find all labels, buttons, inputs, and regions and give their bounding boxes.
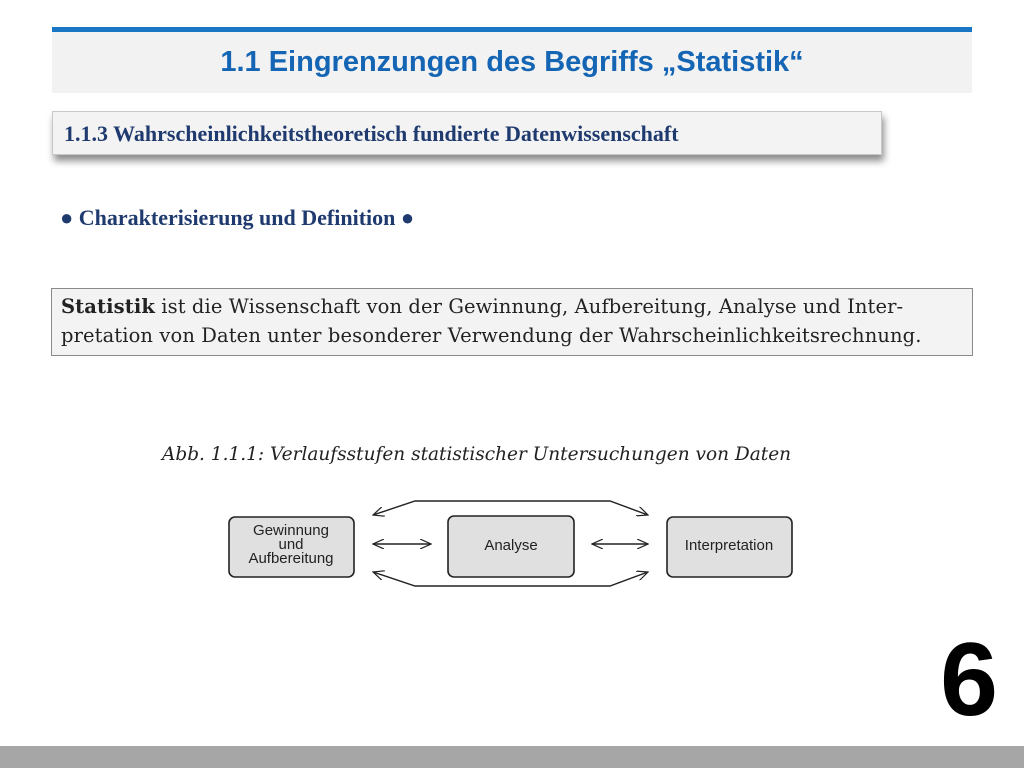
definition-line-2: pretation von Daten unter besonderer Verwendung der Wahrscheinlichkeitsrechnung. [61,324,922,347]
title-bar [52,27,972,93]
box-left-label-2: und [278,536,304,553]
page-number: 6 [940,622,998,738]
page-title: 1.1 Eingrenzungen des Begriffs „Statistik“ [220,46,804,78]
footer-bar [0,746,1024,768]
section-subtitle-box [52,111,882,155]
box-left-label-1: Gewinnung [253,522,329,539]
definition-term: Statistik [61,295,155,318]
figure-caption: Abb. 1.1.1: Verlaufsstufen statistischer Untersuchungen von Daten [162,444,792,465]
box-middle-label: Analyse [484,537,538,554]
arrow-top-long [373,501,648,515]
box-left-label-3: Aufbereitung [248,550,334,567]
bullet-heading: ● Charakterisierung und Definition ● [60,205,415,230]
definition-line-1-text: ist die Wissenschaft von der Gewinnung, Aufbereitung, Analyse und Inter- [154,295,904,318]
box-right-label: Interpretation [684,537,774,554]
definition-line-1 [61,292,972,321]
definition-box [51,288,973,356]
section-subtitle: 1.1.3 Wahrscheinlichkeitstheoretisch fundierte Datenwissenschaft [64,121,679,146]
process-diagram [220,492,810,597]
